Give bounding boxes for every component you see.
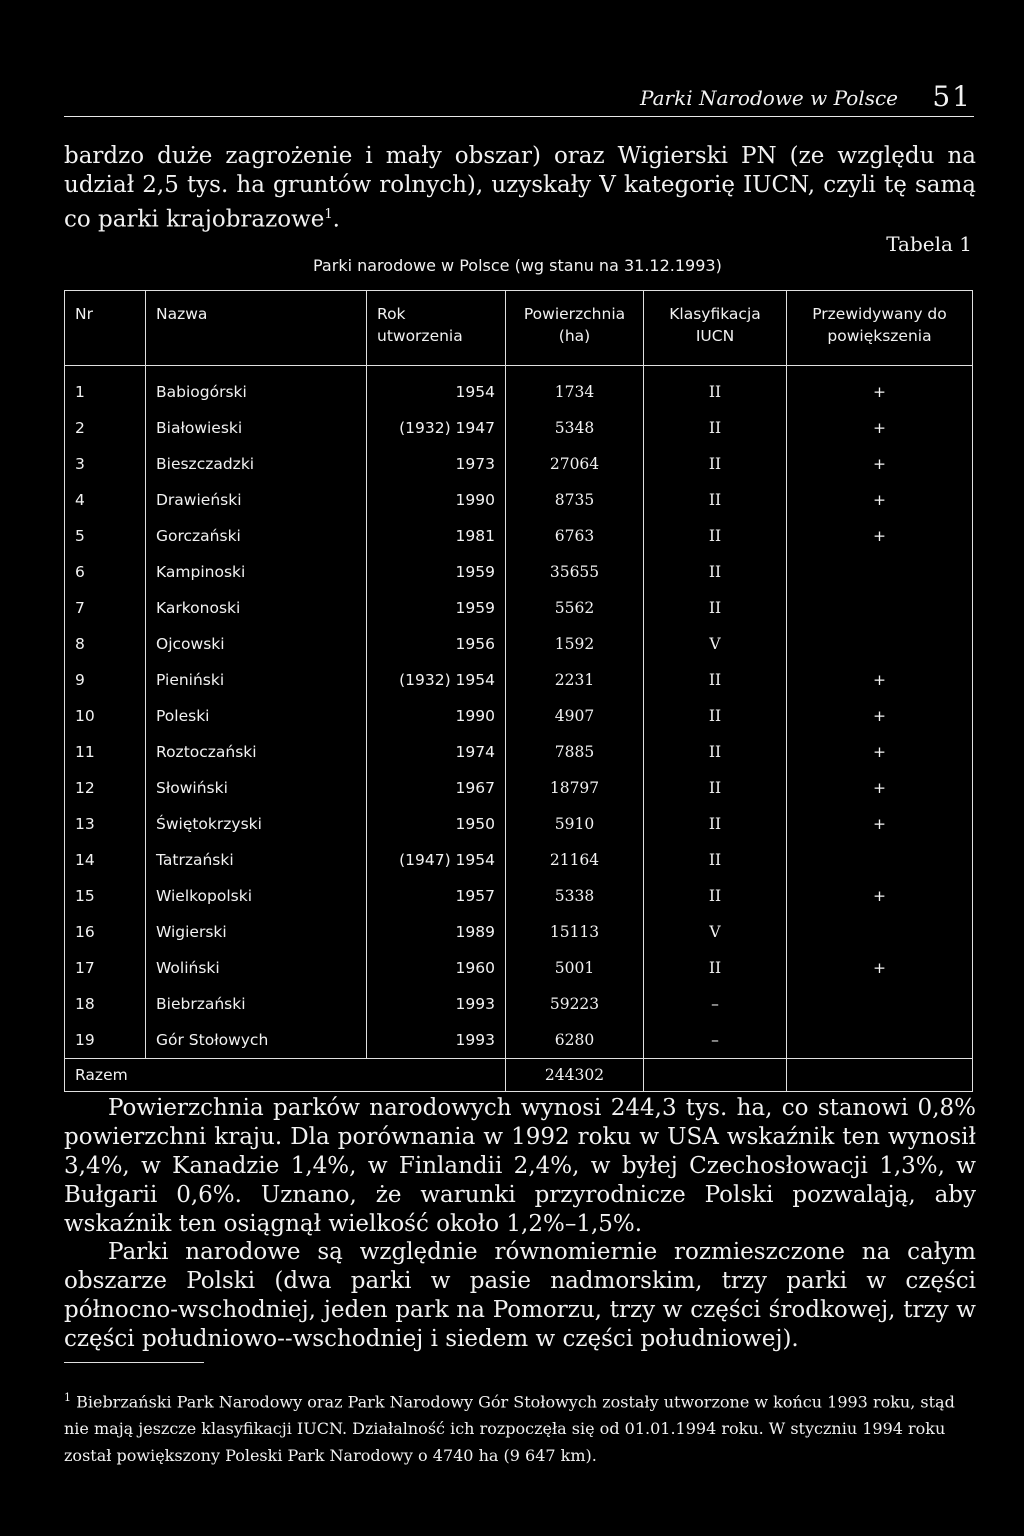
table-row [65, 662, 973, 698]
row-area: 8735 [506, 482, 644, 518]
table-row [65, 734, 973, 770]
row-year: (1932) 1947 [367, 410, 506, 446]
paragraph-area: Powierzchnia parków narodowych wynosi 244,3 tys. ha, co stanowi 0,8% powierzchni kraju. Dla porównania w 1992 roku w USA wskaźnik ten wynosił 3,4%, w Kanadzie 1,4%, w Finlandii 2,4%, w byłej Czechosłowacji 1,3%, w Bułgarii 0,6%. Uznano, że warunki przyrodnicze Polski pozwalają, aby wskaźnik ten osiągnął wielkość około 1,2%–1,5%. [64, 1095, 976, 1237]
col-header-area: Powierzchnia (ha) [506, 291, 644, 366]
table-row [65, 590, 973, 626]
row-iucn: II [644, 698, 787, 734]
row-name: Woliński [146, 950, 367, 986]
table-row [65, 482, 973, 518]
row-iucn: – [644, 986, 787, 1022]
row-name: Babiogórski [146, 366, 367, 411]
row-year: 1959 [367, 554, 506, 590]
row-name: Bieszczadzki [146, 446, 367, 482]
row-expand [787, 914, 973, 950]
row-name: Wielkopolski [146, 878, 367, 914]
row-name: Biebrzański [146, 986, 367, 1022]
row-nr: 2 [65, 410, 146, 446]
table-header-row [65, 291, 973, 366]
row-iucn: II [644, 770, 787, 806]
row-area: 15113 [506, 914, 644, 950]
row-iucn: II [644, 842, 787, 878]
row-area: 1734 [506, 366, 644, 411]
intro-text: bardzo duże zagrożenie i mały obszar) oraz Wigierski PN (ze względu na udział 2,5 tys. ha gruntów rolnych), uzyskały V kategorię IUCN, czyli tę samą co parki krajobrazowe [64, 143, 976, 233]
row-area: 1592 [506, 626, 644, 662]
table-row [65, 366, 973, 411]
row-name: Tatrzański [146, 842, 367, 878]
row-nr: 18 [65, 986, 146, 1022]
row-nr: 7 [65, 590, 146, 626]
footnote-marker: 1 [64, 1391, 71, 1404]
row-expand: + [787, 878, 973, 914]
running-title: Parki Narodowe w Polsce [640, 86, 898, 110]
row-expand: + [787, 770, 973, 806]
row-expand: + [787, 698, 973, 734]
row-area: 21164 [506, 842, 644, 878]
row-area: 4907 [506, 698, 644, 734]
row-nr: 11 [65, 734, 146, 770]
table-body [65, 366, 973, 1059]
row-year: 1973 [367, 446, 506, 482]
row-nr: 19 [65, 1022, 146, 1059]
row-year: 1967 [367, 770, 506, 806]
row-iucn: V [644, 626, 787, 662]
row-area: 18797 [506, 770, 644, 806]
row-nr: 12 [65, 770, 146, 806]
row-area: 7885 [506, 734, 644, 770]
table-row [65, 410, 973, 446]
table-row [65, 878, 973, 914]
row-area: 2231 [506, 662, 644, 698]
table-row [65, 446, 973, 482]
row-area: 5910 [506, 806, 644, 842]
row-expand: + [787, 446, 973, 482]
row-nr: 17 [65, 950, 146, 986]
table-label: Tabela 1 [886, 232, 972, 256]
row-area: 5338 [506, 878, 644, 914]
footnote-ref: 1 [324, 207, 333, 222]
table-row [65, 950, 973, 986]
row-area: 59223 [506, 986, 644, 1022]
row-nr: 3 [65, 446, 146, 482]
row-area: 5562 [506, 590, 644, 626]
row-nr: 5 [65, 518, 146, 554]
table-row [65, 914, 973, 950]
col-header-year: Rok utworzenia [367, 291, 506, 366]
row-nr: 10 [65, 698, 146, 734]
row-expand: + [787, 482, 973, 518]
page-header [64, 82, 974, 117]
row-expand [787, 1022, 973, 1059]
row-nr: 9 [65, 662, 146, 698]
intro-end: . [332, 206, 340, 233]
row-iucn: II [644, 554, 787, 590]
total-label: Razem [65, 1059, 506, 1092]
row-area: 27064 [506, 446, 644, 482]
row-year: 1959 [367, 590, 506, 626]
row-nr: 1 [65, 366, 146, 411]
row-year: 1989 [367, 914, 506, 950]
table-row [65, 698, 973, 734]
table-row [65, 806, 973, 842]
table-row [65, 626, 973, 662]
row-expand [787, 590, 973, 626]
row-year: 1981 [367, 518, 506, 554]
row-name: Gór Stołowych [146, 1022, 367, 1059]
row-area: 6763 [506, 518, 644, 554]
row-name: Poleski [146, 698, 367, 734]
row-expand: + [787, 366, 973, 411]
row-expand: + [787, 950, 973, 986]
row-iucn: II [644, 662, 787, 698]
table-row [65, 770, 973, 806]
row-year: 1957 [367, 878, 506, 914]
total-empty-iucn [644, 1059, 787, 1092]
row-name: Pieniński [146, 662, 367, 698]
row-year: 1974 [367, 734, 506, 770]
table-total-row [65, 1059, 973, 1092]
row-year: 1960 [367, 950, 506, 986]
col-header-expand: Przewidywany do powiększenia [787, 291, 973, 366]
row-expand: + [787, 410, 973, 446]
row-expand: + [787, 806, 973, 842]
intro-paragraph [64, 142, 976, 235]
row-year: 1990 [367, 698, 506, 734]
row-year: 1950 [367, 806, 506, 842]
total-area: 244302 [506, 1059, 644, 1092]
row-iucn: II [644, 482, 787, 518]
table-row [65, 986, 973, 1022]
row-name: Gorczański [146, 518, 367, 554]
row-nr: 14 [65, 842, 146, 878]
row-iucn: II [644, 806, 787, 842]
page-number: 51 [932, 80, 972, 113]
col-header-iucn: Klasyfikacja IUCN [644, 291, 787, 366]
row-name: Karkonoski [146, 590, 367, 626]
parks-table [64, 290, 973, 1092]
table-row [65, 1022, 973, 1059]
row-expand [787, 986, 973, 1022]
col-header-nr: Nr [65, 291, 146, 366]
row-nr: 16 [65, 914, 146, 950]
row-nr: 8 [65, 626, 146, 662]
row-iucn: II [644, 446, 787, 482]
row-expand [787, 554, 973, 590]
row-iucn: II [644, 518, 787, 554]
row-year: 1993 [367, 1022, 506, 1059]
row-area: 5001 [506, 950, 644, 986]
footnote-divider [64, 1362, 204, 1363]
row-iucn: V [644, 914, 787, 950]
row-year: 1993 [367, 986, 506, 1022]
row-name: Świętokrzyski [146, 806, 367, 842]
table-row [65, 842, 973, 878]
row-iucn: II [644, 590, 787, 626]
row-area: 6280 [506, 1022, 644, 1059]
row-area: 35655 [506, 554, 644, 590]
col-header-name: Nazwa [146, 291, 367, 366]
row-iucn: II [644, 366, 787, 411]
row-name: Roztoczański [146, 734, 367, 770]
row-year: 1990 [367, 482, 506, 518]
row-year: 1954 [367, 366, 506, 411]
row-iucn: II [644, 410, 787, 446]
paragraph-distribution: Parki narodowe są względnie równomiernie rozmieszczone na całym obszarze Polski (dwa parki w pasie nadmorskim, trzy parki w części północno-wschodniej, jeden park na Pomorzu, trzy w części środkowej, trzy w części południowo--wschodniej i siedem w części południowej). [64, 1239, 976, 1352]
row-nr: 4 [65, 482, 146, 518]
row-year: (1947) 1954 [367, 842, 506, 878]
row-year: (1932) 1954 [367, 662, 506, 698]
row-year: 1956 [367, 626, 506, 662]
row-name: Wigierski [146, 914, 367, 950]
row-name: Słowiński [146, 770, 367, 806]
row-nr: 13 [65, 806, 146, 842]
table-caption: Parki narodowe w Polsce (wg stanu na 31.12.1993) [313, 256, 722, 275]
row-iucn: – [644, 1022, 787, 1059]
row-iucn: II [644, 878, 787, 914]
footnote-text: Biebrzański Park Narodowy oraz Park Narodowy Gór Stołowych zostały utworzone w końcu 1993 roku, stąd nie mają jeszcze klasyfikacji IUCN. Działalność ich rozpoczęła się od 01.01.1994 roku. W styczniu 1994 roku został powiększony Poleski Park Narodowy o 4740 ha (9 647 km). [64, 1392, 955, 1466]
footnote [64, 1384, 976, 1469]
row-nr: 6 [65, 554, 146, 590]
row-expand: + [787, 662, 973, 698]
row-expand [787, 626, 973, 662]
row-area: 5348 [506, 410, 644, 446]
total-empty-expand [787, 1059, 973, 1092]
row-name: Drawieński [146, 482, 367, 518]
row-expand: + [787, 518, 973, 554]
row-name: Kampinoski [146, 554, 367, 590]
table-row [65, 518, 973, 554]
row-expand [787, 842, 973, 878]
row-expand: + [787, 734, 973, 770]
row-name: Ojcowski [146, 626, 367, 662]
row-iucn: II [644, 950, 787, 986]
row-nr: 15 [65, 878, 146, 914]
row-name: Białowieski [146, 410, 367, 446]
table-row [65, 554, 973, 590]
row-iucn: II [644, 734, 787, 770]
